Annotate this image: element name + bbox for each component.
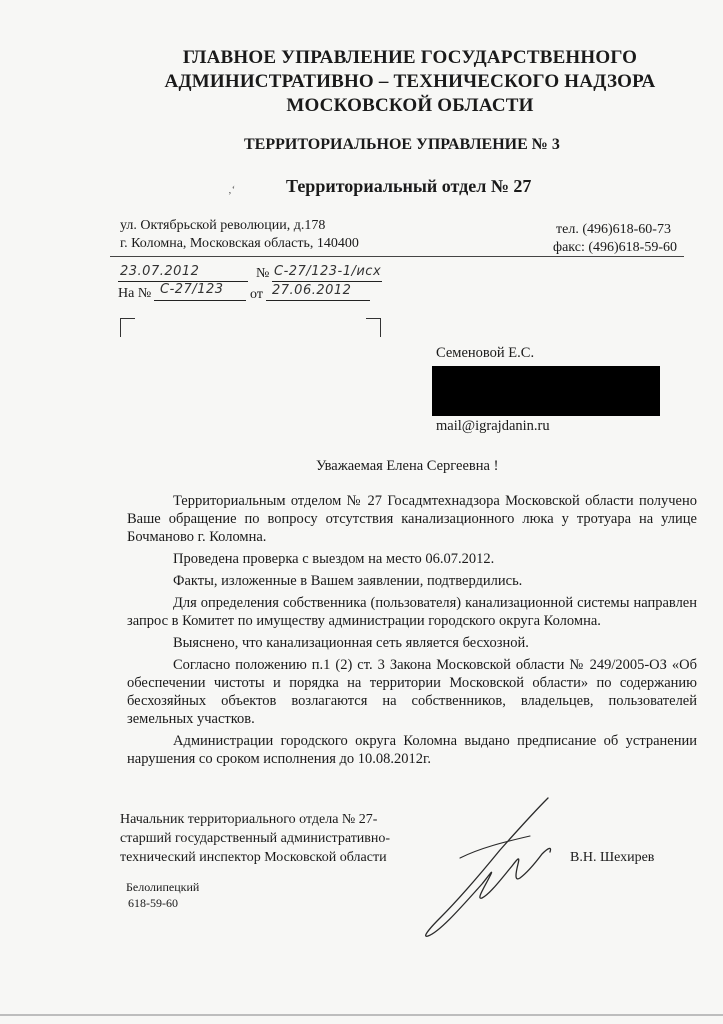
outgoing-number-label: № (256, 266, 270, 281)
letter-body (127, 492, 697, 772)
redacted-address (432, 366, 660, 416)
territorial-office-title: ТЕРРИТОРИАЛЬНОЕ УПРАВЛЕНИЕ № 3 (244, 136, 560, 153)
phone-number: тел. (496)618-60-73 (556, 222, 671, 237)
signer-title-1: Начальник территориального отдела № 27- (120, 812, 378, 827)
department-title: Территориальный отдел № 27 (286, 176, 532, 196)
reply-date: 27.06.2012 (272, 283, 352, 298)
scan-mark: ‚ʻ (228, 184, 236, 196)
fax-number: факс: (496)618-59-60 (553, 240, 677, 255)
address-street: ул. Октябрьской революции, д.178 (120, 218, 326, 233)
header-line-2: АДМИНИСТРАТИВНО – ТЕХНИЧЕСКОГО НАДЗОРА (164, 71, 656, 92)
greeting: Уважаемая Елена Сергеевна ! (316, 458, 499, 474)
reply-number-underline (154, 300, 246, 301)
recipient-name: Семеновой Е.С. (436, 345, 535, 361)
reply-from-label: от (250, 287, 263, 302)
paragraph: Факты, изложенные в Вашем заявлении, подтвердились. (173, 573, 523, 589)
handwritten-signature (420, 792, 560, 942)
header-line-3: МОСКОВСКОЙ ОБЛАСТИ (286, 95, 534, 116)
signer-name: В.Н. Шехирев (570, 850, 655, 865)
outgoing-date: 23.07.2012 (120, 264, 200, 279)
paragraph: Выяснено, что канализационная сеть является бесхозной. (173, 635, 529, 651)
paragraph: Территориальным отделом № 27 Госадмтехнадзора Московской области получено Ваше обращение по вопросу отсутствия канализационного люка у тротуара на улице Бочманово г. Коломна. (127, 493, 697, 545)
reply-number: С-27/123 (160, 282, 224, 297)
outgoing-number: С-27/123-1/исх (274, 264, 382, 279)
header-line-1: ГЛАВНОЕ УПРАВЛЕНИЕ ГОСУДАРСТВЕННОГО (182, 47, 638, 68)
signer-title-3: технический инспектор Московской области (120, 850, 387, 865)
reply-date-underline (266, 300, 370, 301)
paragraph: Проведена проверка с выездом на место 06.07.2012. (173, 551, 495, 567)
scan-edge (0, 1014, 723, 1016)
paragraph: Для определения собственника (пользователя) канализационной системы направлен запрос в Комитет по имуществу администрации городского округа Коломна. (127, 595, 697, 629)
address-city: г. Коломна, Московская область, 140400 (120, 236, 359, 251)
paragraph: Согласно положению п.1 (2) ст. 3 Закона Московской области № 249/2005-ОЗ «Об обеспечении чистоты и порядка на территории Московской области» по содержанию бесхозяйных объектов возлагаются на собственников, владельцев, пользователей земельных участков. (127, 657, 697, 727)
address-corner-left (120, 318, 135, 337)
executor-phone: 618-59-60 (128, 896, 178, 910)
address-divider (110, 256, 684, 257)
reply-number-label: На № (118, 286, 152, 301)
number-underline (272, 281, 382, 282)
recipient-email: mail@igrajdanin.ru (436, 418, 550, 434)
executor-name: Белолипецкий (126, 880, 200, 894)
signer-title-2: старший государственный административно- (120, 831, 391, 846)
paragraph: Администрации городского округа Коломна выдано предписание об устранении нарушения со сроком исполнения до 10.08.2012г. (127, 733, 697, 767)
address-corner-right (366, 318, 381, 337)
